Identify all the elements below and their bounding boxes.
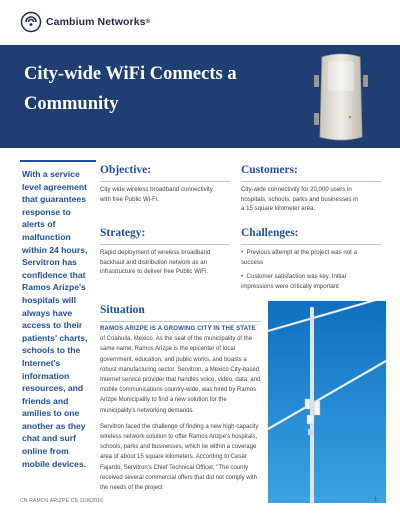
cambium-logo-icon — [20, 11, 42, 33]
situation-paragraph-2: Servitron faced the challenge of finding a new high-capacity wireless network solution to offer Ramos Arizpe's hospitals, schools, parks and businesses, which lie within a coverage area of about 15 square kilometers. According to Cesar Fajardo, Servitron's Chief Technical Officer, "The county received several commercial offers that did not comply with the needs of the project — [100, 423, 259, 492]
situation-paragraph-1: of Coahuila, Mexico. As the seat of the municipality of the same name, Ramos Arizpe is the epicenter of local government, education, and public works, and boasts a robust manufacturing sector. Servitron, a Mexico City-based Internet service provider that handles voice, video, data, and mobile communications country-wide, was hired by Ramos Arizpe Municipality to find a new solution for the municipality's networking demands. — [100, 336, 261, 414]
customers-heading: Customers: — [241, 164, 298, 176]
sidebar-quote: With a service level agreement that guarantees response to alerts of malfunction within 24 hours, Servitron has confidence that Ramos Arizpe's hospitals will always have access to their patients' charts, schools to the Internet's information resources, and friends and amilies to one another as they chat and surf online from mobile devices. — [22, 169, 88, 469]
challenges-heading: Challenges: — [241, 227, 299, 239]
objective-divider — [100, 181, 230, 182]
access-point-device-image — [312, 53, 370, 143]
strategy-divider — [100, 244, 230, 245]
cambium-logo — [20, 11, 150, 33]
brand-name: Cambium Networks — [46, 16, 146, 28]
title-banner — [0, 45, 400, 148]
situation-lead: RAMOS ARIZPE IS A GROWING CITY IN THE STATE — [100, 326, 256, 332]
customers-text: City-wide connectivity for 20,000 users in hospitals, schools, parks and businesses in a 15 square kilometer area. — [241, 186, 358, 213]
challenge-item: • Previous attempt at the project was not a success — [241, 249, 357, 266]
sidebar-divider — [20, 160, 96, 162]
page-header — [0, 0, 400, 45]
page-number: 1 — [374, 497, 378, 503]
objective-heading: Objective: — [100, 164, 152, 176]
challenge-item: • Customer satisfaction was key. Initial impressions were critically important — [241, 273, 346, 290]
page-title: City-wide WiFi Connects a Community — [24, 64, 237, 114]
situation-text — [100, 324, 262, 493]
situation-divider — [100, 321, 262, 322]
strategy-text: Rapid deployment of wireless broadband backhaul and distribution network as an infrastructure to deliver free Public WiFi. — [100, 249, 211, 276]
situation-heading: Situation — [100, 304, 145, 316]
customers-divider — [241, 181, 381, 182]
brand-trademark: ® — [145, 19, 151, 25]
challenges-list — [241, 248, 369, 296]
document-id: CN RAMOS ARIZPE CS 11062016 — [20, 498, 104, 504]
strategy-heading: Strategy: — [100, 227, 146, 239]
antenna-pole-photo — [268, 301, 386, 503]
objective-text: City wide wireless broadband connectivity with free Public Wi-Fi. — [100, 186, 213, 203]
challenges-divider — [241, 244, 381, 245]
